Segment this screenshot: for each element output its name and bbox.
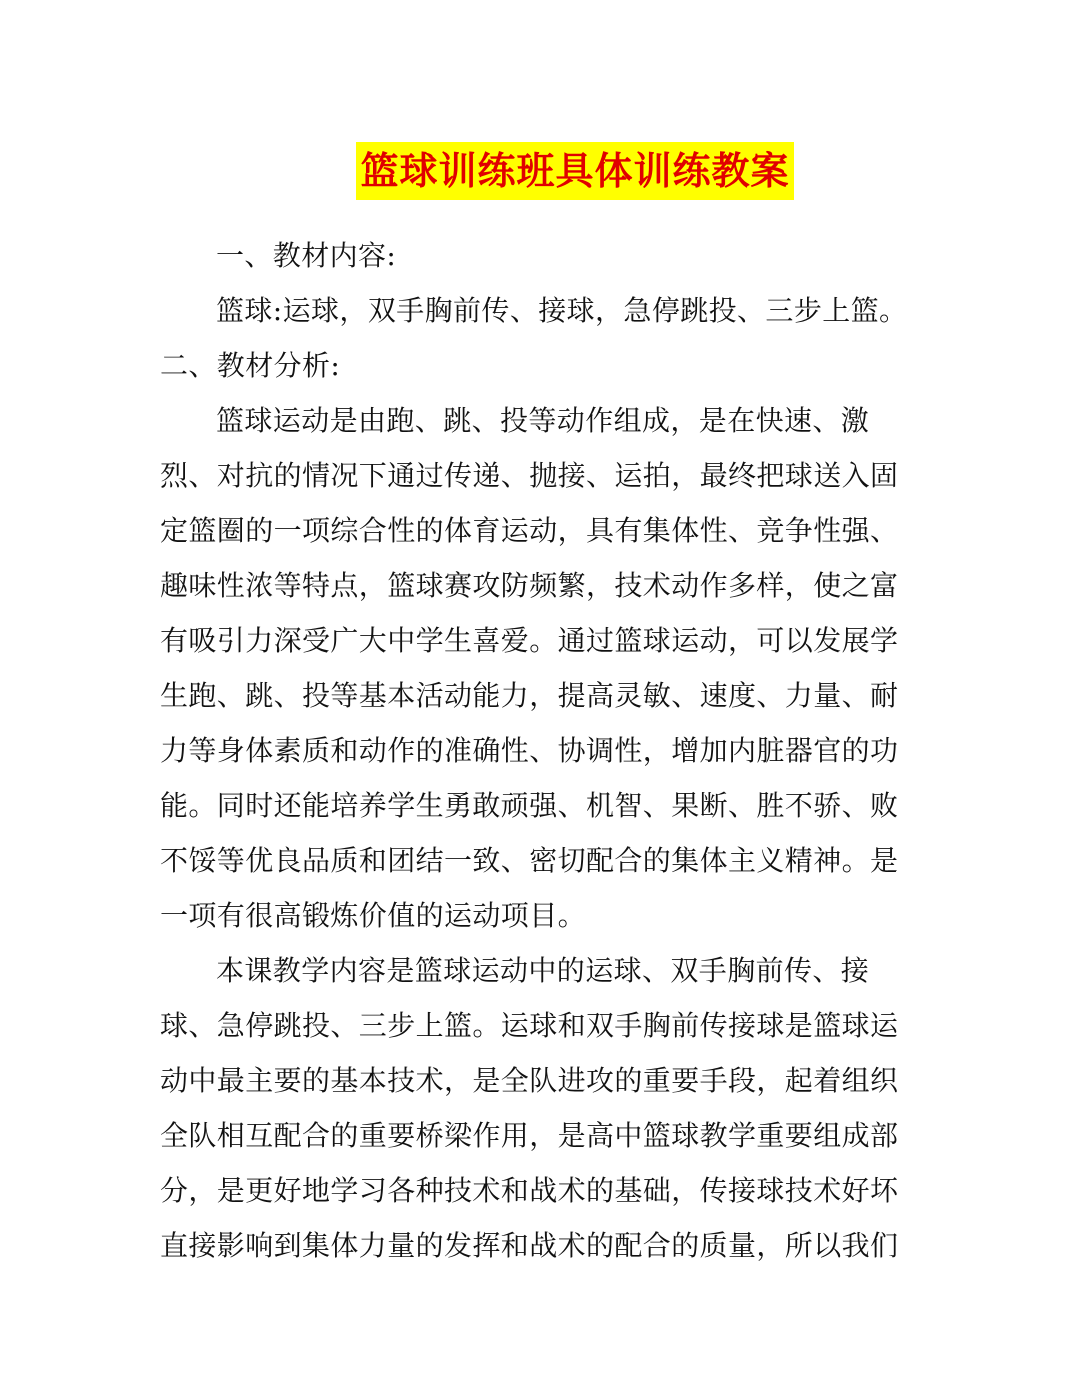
document-title: 篮球训练班具体训练教案	[356, 142, 793, 200]
paragraph-line: 动中最主要的基本技术，是全队进攻的重要手段，起着组织	[160, 1064, 899, 1097]
section-heading-2: 二、教材分析:	[160, 349, 341, 382]
paragraph-line: 直接影响到集体力量的发挥和战术的配合的质量，所以我们	[160, 1229, 899, 1262]
paragraph-line: 能。同时还能培养学生勇敢顽强、机智、果断、胜不骄、败	[160, 789, 899, 822]
paragraph-line: 本课教学内容是篮球运动中的运球、双手胸前传、接	[216, 954, 870, 987]
paragraph-line: 球、急停跳投、三步上篮。运球和双手胸前传接球是篮球运	[160, 1009, 899, 1042]
paragraph-line: 定篮圈的一项综合性的体育运动，具有集体性、竞争性强、	[160, 514, 899, 547]
paragraph-line: 全队相互配合的重要桥梁作用，是高中篮球教学重要组成部	[160, 1119, 899, 1152]
paragraph-line: 篮球运动是由跑、跳、投等动作组成，是在快速、激	[216, 404, 870, 437]
section-heading-1: 一、教材内容:	[216, 239, 397, 272]
paragraph-line: 有吸引力深受广大中学生喜爱。通过篮球运动，可以发展学	[160, 624, 899, 657]
paragraph-line: 趣味性浓等特点，篮球赛攻防频繁，技术动作多样，使之富	[160, 569, 899, 602]
paragraph-line: 一项有很高锻炼价值的运动项目。	[160, 899, 587, 932]
paragraph-line: 烈、对抗的情况下通过传递、抛接、运拍，最终把球送入固	[160, 459, 899, 492]
paragraph-line: 生跑、跳、投等基本活动能力，提高灵敏、速度、力量、耐	[160, 679, 899, 712]
paragraph-line: 篮球:运球，双手胸前传、接球，急停跳投、三步上篮。	[216, 294, 908, 327]
paragraph-line: 分，是更好地学习各种技术和战术的基础，传接球技术好坏	[160, 1174, 899, 1207]
title-container	[0, 142, 1080, 200]
paragraph-line: 力等身体素质和动作的准确性、协调性，增加内脏器官的功	[160, 734, 899, 767]
paragraph-line: 不馁等优良品质和团结一致、密切配合的集体主义精神。是	[160, 844, 899, 877]
document-body	[160, 228, 908, 1273]
